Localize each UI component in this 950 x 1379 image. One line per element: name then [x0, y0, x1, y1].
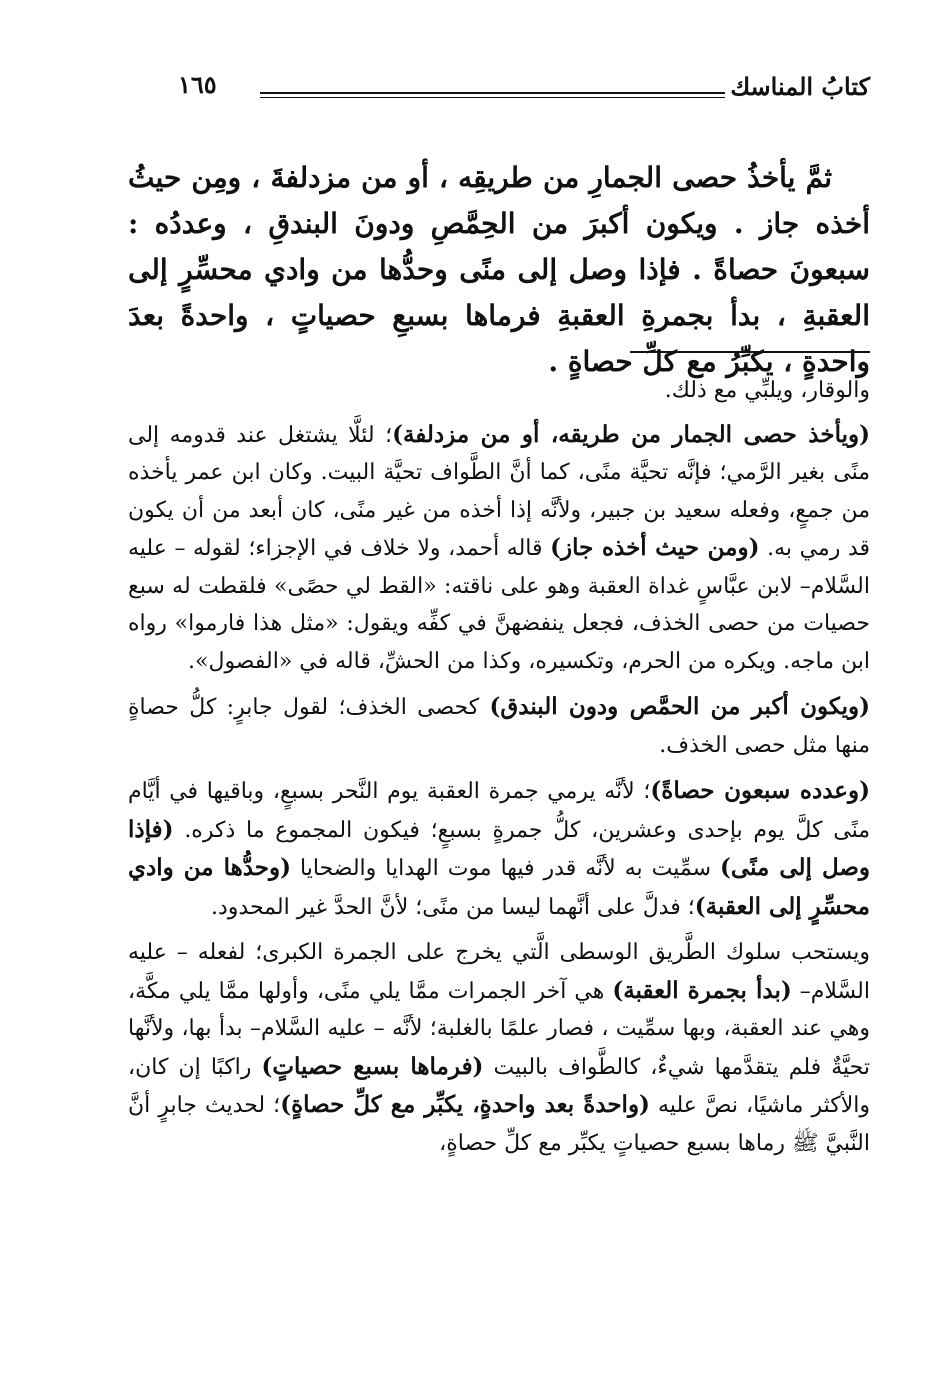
quoted-matn: (ويكون أكبر من الحمَّص ودون البندق) — [489, 693, 870, 720]
header-rule — [260, 92, 725, 98]
quoted-matn: (وحدُّها من وادي محسِّرٍ إلى العقبة) — [128, 854, 870, 920]
commentary-text: قاله أحمد، ولا خلاف في الإجزاء؛ لقوله – عليه السَّلام– لابن عبَّاسٍ غداة العقبة وهو على ناقته: «القط لي حصًى» فلقطت له سبع حصيات من حصى الخذف، فجعل ينفضهنَّ في كفِّه ويقول: «مثل هذا فارموا» رواه ابن ماجه. ويكره من الحرم، وتكسيره، وكذا من الحشِّ، قاله في «الفصول». — [128, 536, 870, 674]
commentary-paragraph-3 — [128, 688, 870, 764]
commentary-paragraph-5 — [128, 934, 870, 1162]
commentary-text: ؛ لحديث جابرٍ أنَّ النَّبيَّ ﷺ رماها بسبع حصياتٍ يكبِّر مع كلِّ حصاةٍ، — [128, 1093, 870, 1156]
commentary-text: ويستحب سلوك الطَّريق الوسطى الَّتي يخرج على الجمرة الكبرى؛ لفعله – عليه السَّلام– — [128, 940, 870, 1004]
page-number: ١٦٥ — [178, 70, 217, 99]
quoted-matn: (فإذا وصل إلى منًى) — [128, 815, 870, 881]
matn-paragraph: ثمَّ يأخذُ حصى الجمارِ من طريقِه ، أو من مزدلفةَ ، ومِن حيثُ أخذه جاز . ويكون أكبرَ من الحِمَّصِ ودونَ البندقِ ، وعددُه : سبعونَ حصاةً . فإذا وصل إلى منًى وحدُّها من وادي محسِّرٍ إلى العقبةِ ، بدأ بجمرةِ العقبةِ فرماها بسبعِ حصياتٍ ، واحدةً بعدَ واحدةٍ ، يكبِّرُ مع كلِّ حصاةٍ . — [128, 161, 870, 378]
commentary-text: ؛ لئلَّا يشتغل عند قدومه إلى منًى بغير الرَّمي؛ فإنَّه تحيَّة منًى، كما أنَّ الطَّواف تحيَّة البيت. وكان ابن عمر يأخذه من جمعٍ، وفعله سعيد بن جبير، ولأنَّه إذا أخذه من غير منًى، كان أبعد من أن يكون قد رمي به. — [128, 422, 871, 561]
commentary-text: راكبًا إن كان، والأكثر ماشيًا، نصَّ عليه — [128, 1054, 871, 1118]
quoted-matn: (وعدده سبعون حصاةً) — [650, 777, 871, 804]
sharh-commentary — [128, 372, 870, 1170]
book-title: كتابُ المناسك — [730, 72, 870, 101]
commentary-text: ؛ فدلَّ على أنَّهما ليسا من منًى؛ لأنَّ الحدَّ غير المحدود. — [211, 894, 695, 920]
commentary-paragraph-4 — [128, 772, 870, 926]
quoted-matn: (ويأخذ حصى الجمار من طريقه، أو من مزدلفة) — [392, 420, 871, 448]
quoted-matn: (بدأ بجمرة العقبة) — [612, 976, 792, 1004]
commentary-text: كحصى الخذف؛ لقول جابرٍ: كلُّ حصاةٍ منها مثل حصى الخذف. — [128, 695, 870, 758]
page-header — [150, 70, 870, 110]
commentary-paragraph-2 — [128, 416, 870, 681]
commentary-text: سمِّيت به لأنَّه قدر فيها موت الهدايا والضحايا — [291, 856, 721, 881]
commentary-paragraph-1: والوقار، ويلبِّي مع ذلك. — [664, 378, 870, 403]
commentary-text: ؛ لأنَّه يرمي جمرة العقبة يوم النَّحر بسبعٍ، وباقيها في أيَّام منًى كلَّ يوم بإحدى وعشرين، كلُّ جمرةٍ بسبعٍ؛ فيكون المجموع ما ذكره. — [128, 779, 870, 843]
footnote-separator — [630, 351, 870, 353]
quoted-matn: (واحدةً بعد واحدةٍ، يكبِّر مع كلِّ حصاةٍ) — [280, 1091, 650, 1118]
quoted-matn: (ومن حيث أخذه جاز) — [550, 534, 760, 561]
quoted-matn: (فرماها بسبع حصياتٍ) — [261, 1052, 484, 1080]
commentary-text: هي آخر الجمرات ممَّا يلي منًى، وأولها ممَّا يلي مكَّة، وهي عند العقبة، وبها سمِّيت ، فصار علمًا بالغلبة؛ لأنَّه – عليه السَّلام– بدأ بها، ولأنَّها تحيَّةٌ فلم يتقدَّمها شيءٌ، كالطَّواف بالبيت — [128, 978, 871, 1080]
